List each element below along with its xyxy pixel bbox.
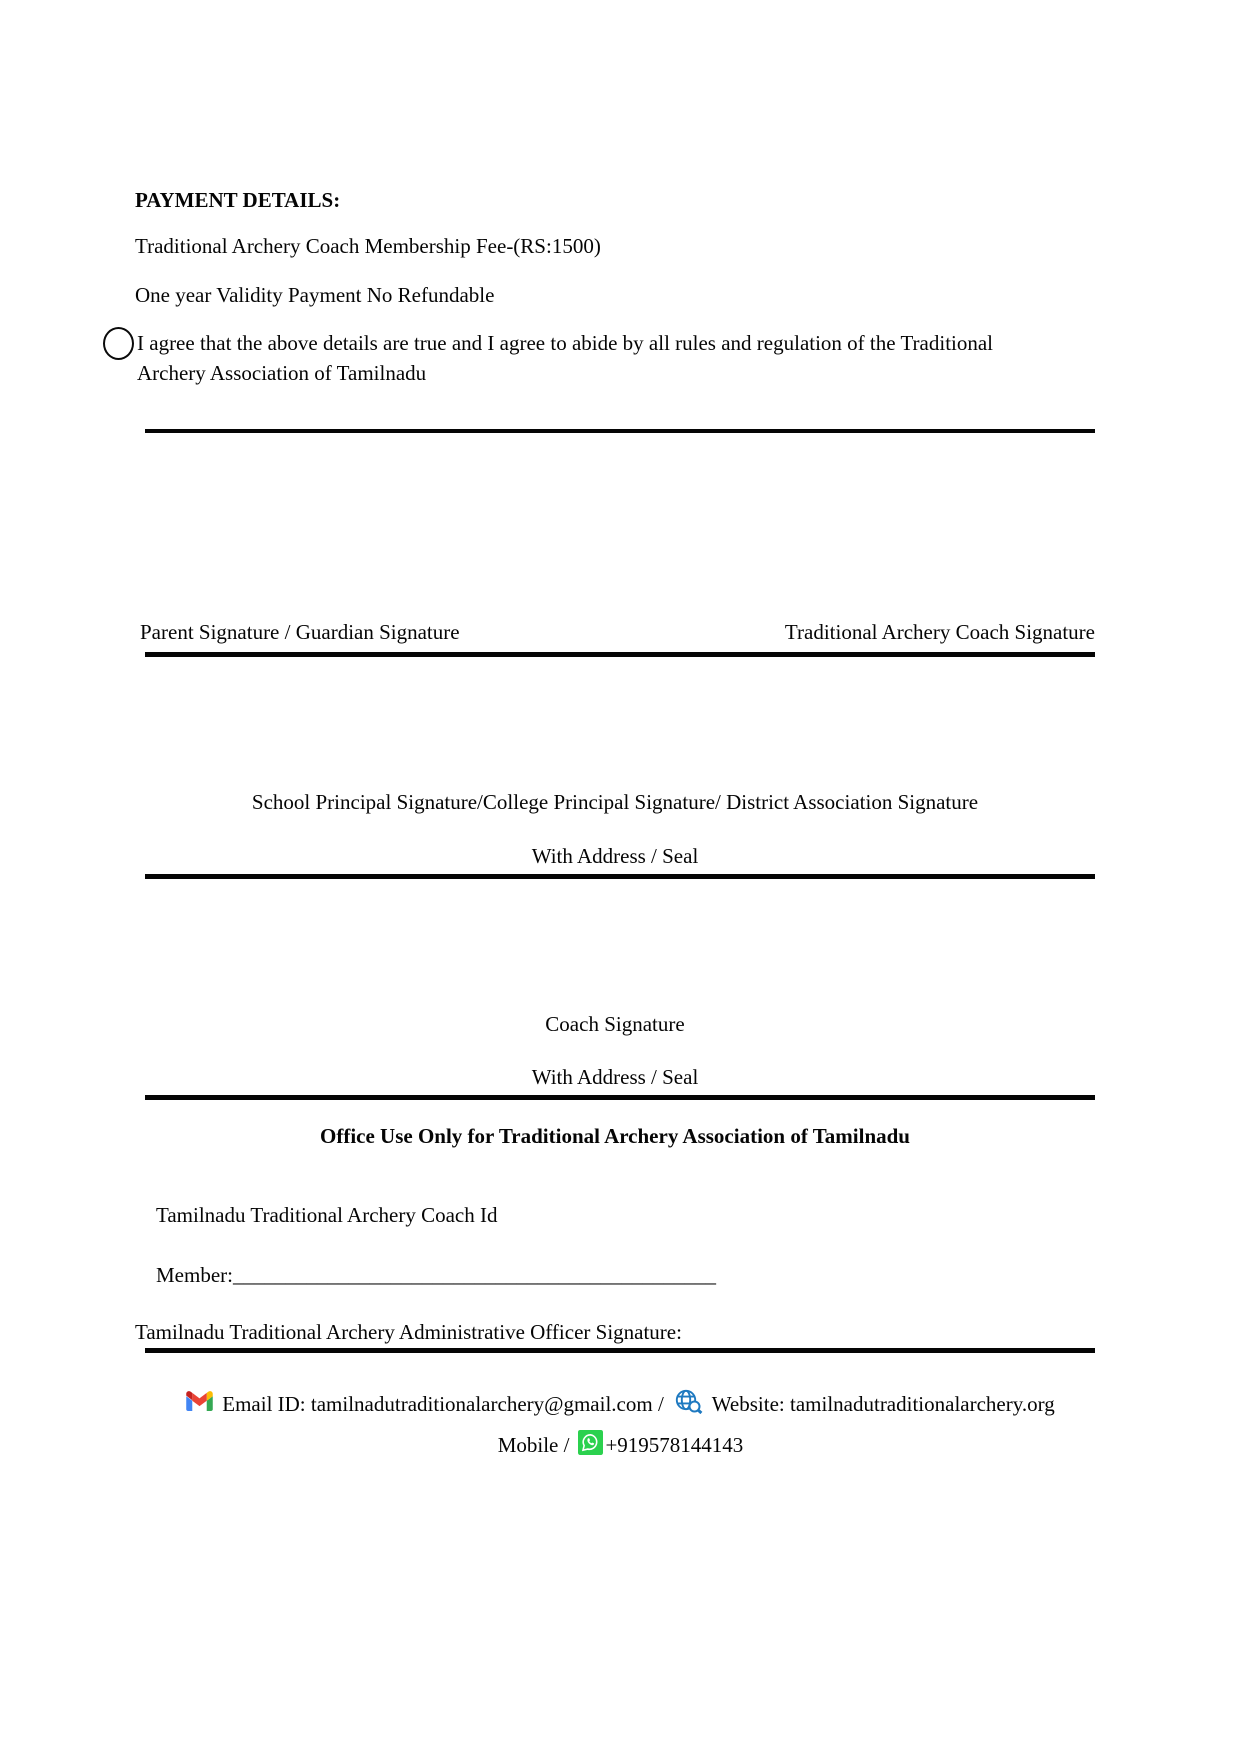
gmail-icon bbox=[186, 1391, 213, 1417]
with-address-seal-label: With Address / Seal bbox=[531, 844, 699, 868]
globe-search-icon bbox=[673, 1388, 703, 1420]
admin-officer-signature-label: Tamilnadu Traditional Archery Administrative Officer Signature: bbox=[135, 1320, 682, 1344]
email-id-text: Email ID: tamilnadutraditionalarchery@gmail.com / bbox=[222, 1391, 664, 1416]
coach-signature-center-label: Coach Signature bbox=[545, 1012, 685, 1036]
divider-admin bbox=[145, 1348, 1095, 1353]
signature-row bbox=[140, 617, 1095, 647]
parent-guardian-signature-label: Parent Signature / Guardian Signature bbox=[140, 620, 460, 644]
payment-details-heading: PAYMENT DETAILS: bbox=[135, 188, 341, 212]
coach-signature-label: Traditional Archery Coach Signature bbox=[784, 620, 1095, 644]
divider-parent-coach bbox=[145, 652, 1095, 657]
principal-district-signature-label: School Principal Signature/College Principal Signature/ District Association Signature bbox=[251, 790, 979, 814]
office-use-heading: Office Use Only for Traditional Archery Association of Tamilnadu bbox=[320, 1124, 910, 1148]
agreement-text: I agree that the above details are true and I agree to abide by all rules and regulation of the Traditional Archery Association of Tamilnadu bbox=[137, 331, 998, 385]
with-address-seal-label-2: With Address / Seal bbox=[531, 1065, 699, 1089]
coach-id-label: Tamilnadu Traditional Archery Coach Id bbox=[156, 1203, 498, 1227]
member-label: Member: bbox=[156, 1263, 233, 1287]
divider-principal bbox=[145, 874, 1095, 879]
coach-id-block bbox=[135, 1170, 1095, 1320]
divider-agreement bbox=[145, 429, 1095, 433]
member-blank-line: ______________________________________________ bbox=[232, 1263, 716, 1287]
whatsapp-icon bbox=[578, 1430, 603, 1461]
contact-line-mobile bbox=[0, 1430, 1241, 1461]
agree-radio[interactable] bbox=[103, 327, 134, 360]
validity-line: One year Validity Payment No Refundable bbox=[135, 283, 495, 307]
contact-line-email-website bbox=[0, 1388, 1241, 1420]
phone-number: +919578144143 bbox=[605, 1433, 744, 1457]
website-text: Website: tamilnadutraditionalarchery.org bbox=[711, 1391, 1055, 1416]
membership-fee-line: Traditional Archery Coach Membership Fee-(RS:1500) bbox=[135, 234, 601, 258]
mobile-label: Mobile / bbox=[497, 1433, 570, 1457]
divider-coach bbox=[145, 1095, 1095, 1100]
